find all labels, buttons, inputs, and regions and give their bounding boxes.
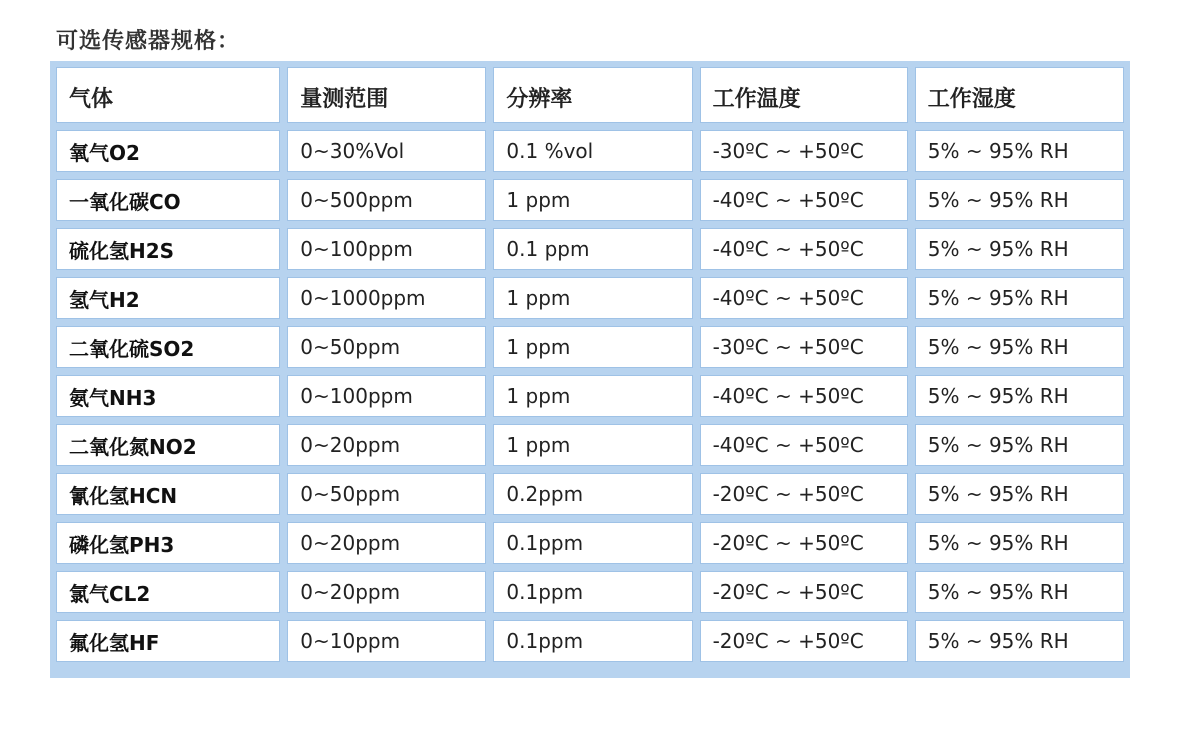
table-row [56, 424, 1124, 466]
cell-range: 0~10ppm [287, 620, 486, 662]
table-row [56, 522, 1124, 564]
table-header-row [56, 67, 1124, 123]
cell-temperature: -40ºC ~ +50ºC [700, 375, 908, 417]
cell-range: 0~1000ppm [287, 277, 486, 319]
header-resolution: 分辨率 [493, 67, 692, 123]
table-row [56, 277, 1124, 319]
cell-gas: 氯气CL2 [56, 571, 280, 613]
cell-resolution: 1 ppm [493, 375, 692, 417]
cell-resolution: 0.1ppm [493, 571, 692, 613]
cell-humidity: 5% ~ 95% RH [915, 326, 1124, 368]
table-body [56, 130, 1124, 662]
header-temperature: 工作温度 [700, 67, 908, 123]
cell-resolution: 1 ppm [493, 424, 692, 466]
cell-humidity: 5% ~ 95% RH [915, 424, 1124, 466]
cell-humidity: 5% ~ 95% RH [915, 522, 1124, 564]
cell-range: 0~50ppm [287, 326, 486, 368]
cell-temperature: -20ºC ~ +50ºC [700, 620, 908, 662]
cell-temperature: -30ºC ~ +50ºC [700, 130, 908, 172]
cell-gas: 二氧化硫SO2 [56, 326, 280, 368]
cell-humidity: 5% ~ 95% RH [915, 473, 1124, 515]
cell-resolution: 0.1ppm [493, 620, 692, 662]
cell-temperature: -40ºC ~ +50ºC [700, 277, 908, 319]
cell-range: 0~500ppm [287, 179, 486, 221]
header-humidity: 工作湿度 [915, 67, 1124, 123]
cell-temperature: -30ºC ~ +50ºC [700, 326, 908, 368]
table-row [56, 375, 1124, 417]
table-row [56, 473, 1124, 515]
cell-resolution: 0.1ppm [493, 522, 692, 564]
cell-range: 0~100ppm [287, 375, 486, 417]
cell-humidity: 5% ~ 95% RH [915, 277, 1124, 319]
cell-humidity: 5% ~ 95% RH [915, 228, 1124, 270]
cell-gas: 硫化氢H2S [56, 228, 280, 270]
table-row [56, 326, 1124, 368]
page-title: 可选传感器规格： [56, 29, 241, 54]
cell-gas: 氰化氢HCN [56, 473, 280, 515]
header-range: 量测范围 [287, 67, 486, 123]
cell-temperature: -40ºC ~ +50ºC [700, 424, 908, 466]
cell-gas: 二氧化氮NO2 [56, 424, 280, 466]
cell-temperature: -20ºC ~ +50ºC [700, 473, 908, 515]
cell-range: 0~20ppm [287, 424, 486, 466]
cell-humidity: 5% ~ 95% RH [915, 130, 1124, 172]
cell-range: 0~20ppm [287, 571, 486, 613]
table-row [56, 179, 1124, 221]
cell-gas: 氧气O2 [56, 130, 280, 172]
cell-resolution: 0.1 %vol [493, 130, 692, 172]
sensor-spec-table-frame [50, 61, 1130, 678]
cell-resolution: 1 ppm [493, 179, 692, 221]
cell-range: 0~30%Vol [287, 130, 486, 172]
cell-temperature: -40ºC ~ +50ºC [700, 179, 908, 221]
cell-gas: 氟化氢HF [56, 620, 280, 662]
table-row [56, 130, 1124, 172]
cell-humidity: 5% ~ 95% RH [915, 179, 1124, 221]
cell-temperature: -40ºC ~ +50ºC [700, 228, 908, 270]
cell-resolution: 1 ppm [493, 277, 692, 319]
cell-gas: 氨气NH3 [56, 375, 280, 417]
cell-gas: 氢气H2 [56, 277, 280, 319]
cell-resolution: 0.1 ppm [493, 228, 692, 270]
cell-gas: 磷化氢PH3 [56, 522, 280, 564]
cell-range: 0~100ppm [287, 228, 486, 270]
table-row [56, 228, 1124, 270]
header-gas: 气体 [56, 67, 280, 123]
cell-resolution: 0.2ppm [493, 473, 692, 515]
table-row [56, 571, 1124, 613]
cell-temperature: -20ºC ~ +50ºC [700, 522, 908, 564]
cell-resolution: 1 ppm [493, 326, 692, 368]
table-row [56, 620, 1124, 662]
cell-range: 0~50ppm [287, 473, 486, 515]
cell-humidity: 5% ~ 95% RH [915, 571, 1124, 613]
cell-gas: 一氧化碳CO [56, 179, 280, 221]
cell-humidity: 5% ~ 95% RH [915, 620, 1124, 662]
sensor-spec-table [49, 60, 1131, 669]
cell-range: 0~20ppm [287, 522, 486, 564]
cell-temperature: -20ºC ~ +50ºC [700, 571, 908, 613]
cell-humidity: 5% ~ 95% RH [915, 375, 1124, 417]
